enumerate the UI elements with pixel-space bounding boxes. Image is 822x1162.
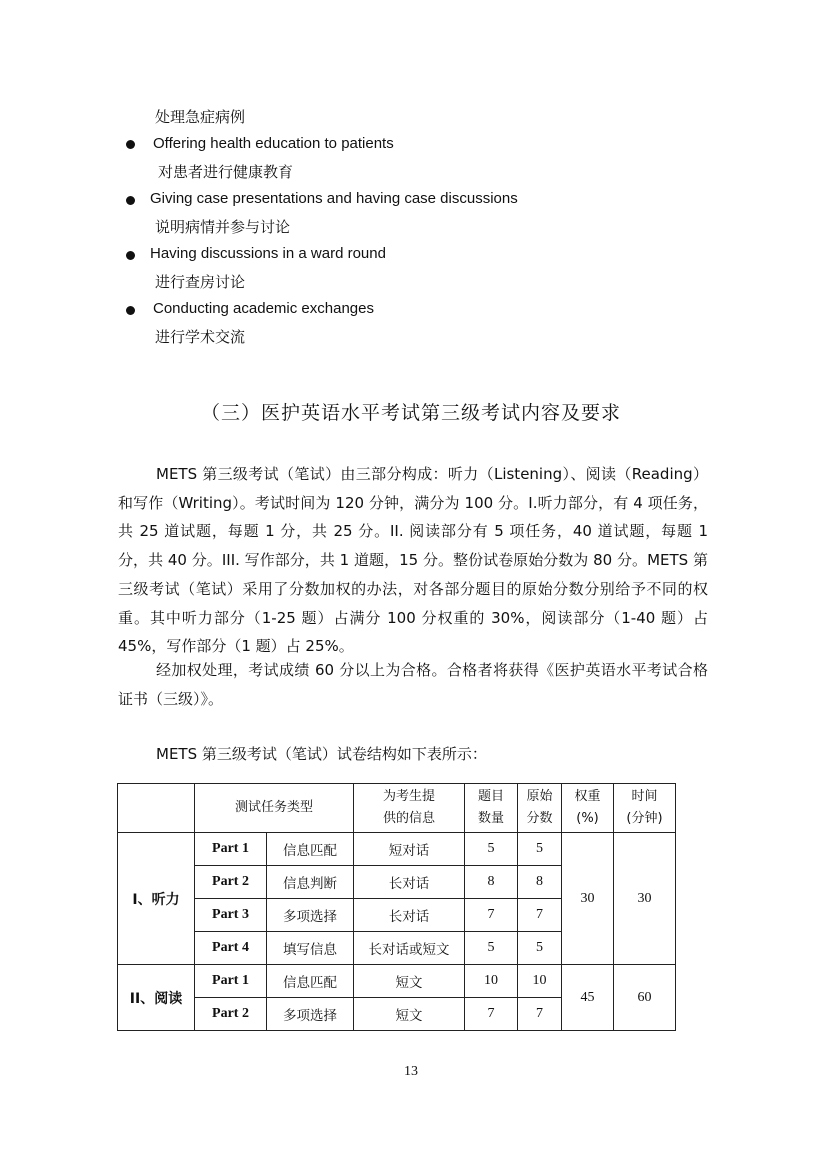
info-cell: 长对话 <box>354 899 465 932</box>
raw-cell: 5 <box>518 833 562 866</box>
bullet-icon <box>126 251 135 260</box>
type-cell: 信息判断 <box>267 866 354 899</box>
section-heading: （三）医护英语水平考试第三级考试内容及要求 <box>200 402 621 424</box>
list-item-en-4: Conducting academic exchanges <box>153 300 374 317</box>
table-header-row <box>118 784 676 833</box>
info-cell: 长对话 <box>354 866 465 899</box>
raw-cell: 10 <box>518 965 562 998</box>
bullet-icon <box>126 140 135 149</box>
paragraph-structure: METS 第三级考试（笔试）由三部分构成：听力（Listening）、阅读（Reading）和写作（Writing）。考试时间为 120 分钟，满分为 100 分。I.听力部分，有 4 项任务，共 25 道试题，每题 1 分，共 25 分。II. 阅读部分有 5 项任务，40 道试题，每题 1 分，共 40 分。III. 写作部分，共 1 道题，15 分。整份试卷原始分数为 80 分。METS 第三级考试（笔试）采用了分数加权的办法，对各部分题目的原始分数分别给予不同的权重。其中听力部分（1-25 题）占满分 100 分权重的 30%，阅读部分（1-40 题）占 45%，写作部分（1 题）占 25%。 <box>118 465 708 656</box>
page-number: 13 <box>404 1064 418 1079</box>
weight-listening: 30 <box>562 833 614 965</box>
count-cell: 5 <box>465 932 518 965</box>
header-time-line1: 时间 <box>631 789 658 804</box>
type-cell: 信息匹配 <box>267 833 354 866</box>
paragraph-table-intro: METS 第三级考试（笔试）试卷结构如下表所示： <box>156 745 487 763</box>
list-item-cn-4: 进行学术交流 <box>155 328 246 346</box>
info-cell: 短文 <box>354 998 465 1031</box>
exam-structure-table <box>117 783 676 1031</box>
info-cell: 短对话 <box>354 833 465 866</box>
section-listening: I、听力 <box>118 833 195 965</box>
header-count-line2: 数量 <box>477 811 504 826</box>
header-weight <box>562 784 614 833</box>
part-cell: Part 1 <box>195 833 267 866</box>
header-count-line1: 题目 <box>477 789 504 804</box>
part-cell: Part 1 <box>195 965 267 998</box>
part-cell: Part 4 <box>195 932 267 965</box>
weight-reading: 45 <box>562 965 614 1031</box>
header-count <box>465 784 518 833</box>
list-item-cn-1: 对患者进行健康教育 <box>158 163 294 181</box>
list-continuation-cn: 处理急症病例 <box>155 108 246 126</box>
type-cell: 多项选择 <box>267 998 354 1031</box>
header-raw-line1: 原始 <box>526 789 553 804</box>
part-cell: Part 3 <box>195 899 267 932</box>
part-cell: Part 2 <box>195 998 267 1031</box>
count-cell: 5 <box>465 833 518 866</box>
section-reading: II、阅读 <box>118 965 195 1031</box>
table-row <box>118 965 676 998</box>
list-item-en-3: Having discussions in a ward round <box>150 245 386 262</box>
table-row <box>118 833 676 866</box>
list-item-en-2: Giving case presentations and having case discussions <box>150 190 518 207</box>
raw-cell: 5 <box>518 932 562 965</box>
count-cell: 10 <box>465 965 518 998</box>
raw-cell: 7 <box>518 899 562 932</box>
list-item-cn-3: 进行查房讨论 <box>155 273 246 291</box>
bullet-icon <box>126 306 135 315</box>
header-weight-line1: 权重 <box>574 789 601 804</box>
time-reading: 60 <box>614 965 676 1031</box>
part-cell: Part 2 <box>195 866 267 899</box>
type-cell: 信息匹配 <box>267 965 354 998</box>
header-info-line2: 供的信息 <box>382 811 435 826</box>
header-raw-line2: 分数 <box>526 811 553 826</box>
count-cell: 8 <box>465 866 518 899</box>
raw-cell: 8 <box>518 866 562 899</box>
paragraph-pass: 经加权处理，考试成绩 60 分以上为合格。合格者将获得《医护英语水平考试合格证书（三级）》。 <box>118 661 708 708</box>
header-info-line1: 为考生提 <box>382 789 435 804</box>
count-cell: 7 <box>465 998 518 1031</box>
bullet-icon <box>126 196 135 205</box>
type-cell: 填写信息 <box>267 932 354 965</box>
header-task-type: 测试任务类型 <box>195 784 354 833</box>
header-blank-cell <box>118 784 195 833</box>
header-weight-line2: (%) <box>576 811 599 826</box>
list-item-en-1: Offering health education to patients <box>153 135 394 152</box>
info-cell: 短文 <box>354 965 465 998</box>
list-item-cn-2: 说明病情并参与讨论 <box>155 218 291 236</box>
count-cell: 7 <box>465 899 518 932</box>
header-raw-score <box>518 784 562 833</box>
raw-cell: 7 <box>518 998 562 1031</box>
header-info <box>354 784 465 833</box>
header-time-line2: (分钟) <box>626 811 663 826</box>
time-listening: 30 <box>614 833 676 965</box>
info-cell: 长对话或短文 <box>354 932 465 965</box>
header-time <box>614 784 676 833</box>
type-cell: 多项选择 <box>267 899 354 932</box>
